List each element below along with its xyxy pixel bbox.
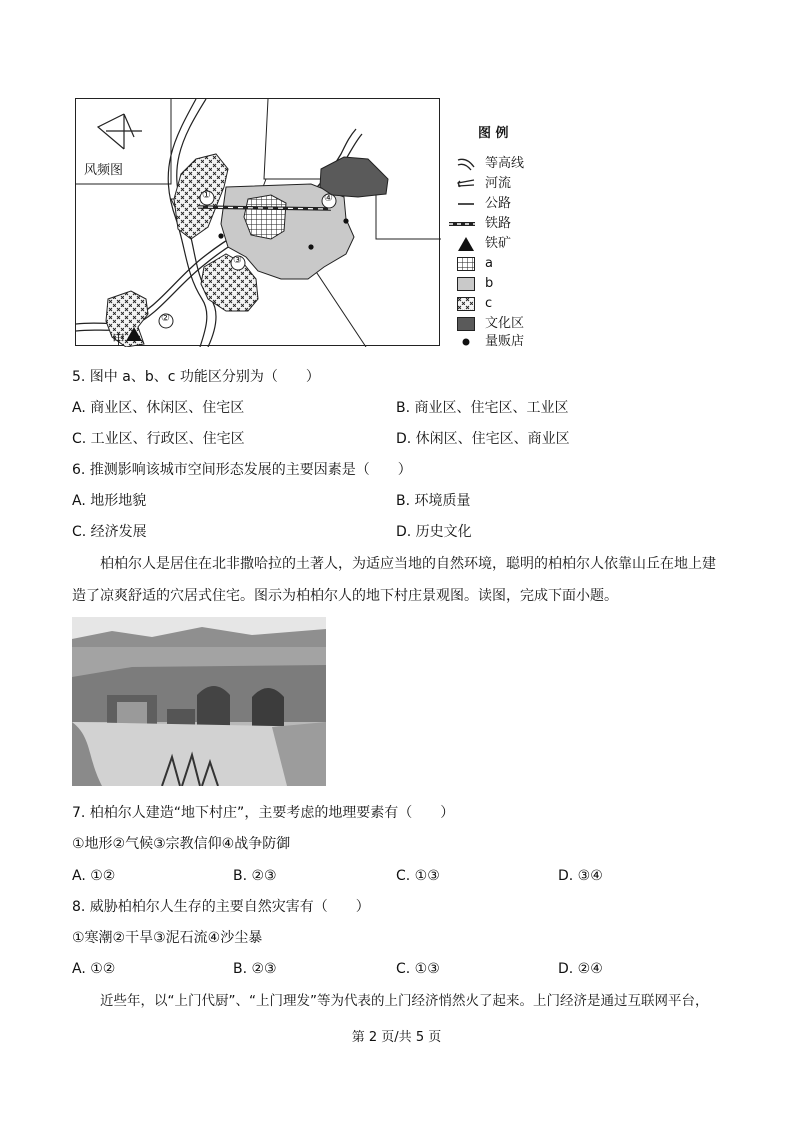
passage1-line1: 柏柏尔人是居住在北非撒哈拉的土著人，为适应当地的自然环境，聪明的柏柏尔人依靠山丘在地上建 xyxy=(100,556,716,572)
q6-stem: 6. 推测影响该城市空间形态发展的主要因素是（ ） xyxy=(72,462,412,478)
map-legend: 图 例 等高线 河流 公路 铁路 铁矿 a b c 文化区 量贩店 xyxy=(452,120,552,352)
q6-option-b: B. 环境质量 xyxy=(396,493,471,509)
culture-zone-area xyxy=(320,157,388,197)
q7-stem: 7. 柏柏尔人建造“地下村庄”，主要考虑的地理要素有（ ） xyxy=(72,805,455,821)
wind-rose-label: 风频图 xyxy=(84,163,124,178)
zone-a-area xyxy=(244,195,286,239)
q8-option-c: C. ①③ xyxy=(396,961,440,977)
zone-b-icon xyxy=(457,277,475,291)
page-footer: 第 2 页/共 5 页 xyxy=(351,1030,442,1045)
q7-option-b: B. ②③ xyxy=(233,868,277,884)
q5-option-d: D. 休闲区、住宅区、商业区 xyxy=(396,431,570,447)
marker-4: ④ xyxy=(324,193,333,204)
road-icon xyxy=(457,197,475,211)
q7-option-c: C. ①③ xyxy=(396,868,440,884)
city-function-map xyxy=(75,98,440,346)
q8-option-a: A. ①② xyxy=(72,961,116,977)
zone-a-icon xyxy=(457,257,475,271)
q6-option-a: A. 地形地貌 xyxy=(72,493,147,509)
q6-option-c: C. 经济发展 xyxy=(72,524,147,540)
store-dot xyxy=(343,218,348,223)
contour-icon xyxy=(457,157,475,171)
store-dot xyxy=(218,233,223,238)
q5-option-a: A. 商业区、休闲区、住宅区 xyxy=(72,400,245,416)
marker-2: ② xyxy=(161,313,170,324)
q7-option-d: D. ③④ xyxy=(558,868,603,884)
wind-rose-icon xyxy=(98,114,142,149)
q5-stem: 5. 图中 a、b、c 功能区分别为（ ） xyxy=(72,369,320,385)
zone-c-area xyxy=(201,254,258,311)
q7-option-a: A. ①② xyxy=(72,868,116,884)
zone-c-icon xyxy=(457,297,475,311)
q8-option-b: B. ②③ xyxy=(233,961,277,977)
passage1-line2: 造了凉爽舒适的穴居式住宅。图示为柏柏尔人的地下村庄景观图。读图，完成下面小题。 xyxy=(72,588,618,604)
q5-option-c: C. 工业区、行政区、住宅区 xyxy=(72,431,245,447)
q8-stem: 8. 威胁柏柏尔人生存的主要自然灾害有（ ） xyxy=(72,899,370,915)
q7-items: ①地形②气候③宗教信仰④战争防御 xyxy=(72,836,291,852)
legend-title: 图 例 xyxy=(478,126,509,141)
iron-mine-icon xyxy=(457,237,475,251)
river-icon xyxy=(457,177,475,191)
map-drawing xyxy=(76,99,441,347)
passage2-line1: 近些年，以“上门代厨”、“上门理发”等为代表的上门经济悄然火了起来。上门经济是通过互联网平台， xyxy=(100,993,709,1009)
culture-zone-icon xyxy=(457,317,475,331)
jia-label: 甲 xyxy=(112,333,126,348)
q5-option-b: B. 商业区、住宅区、工业区 xyxy=(396,400,569,416)
underground-village-photo xyxy=(72,617,326,786)
railway-icon xyxy=(448,217,476,231)
q8-items: ①寒潮②干旱③泥石流④沙尘暴 xyxy=(72,930,263,946)
store-icon xyxy=(457,335,475,349)
q6-option-d: D. 历史文化 xyxy=(396,524,472,540)
marker-3: ③ xyxy=(233,255,242,266)
q8-option-d: D. ②④ xyxy=(558,961,603,977)
store-dot xyxy=(308,244,313,249)
marker-1: ① xyxy=(202,190,211,201)
